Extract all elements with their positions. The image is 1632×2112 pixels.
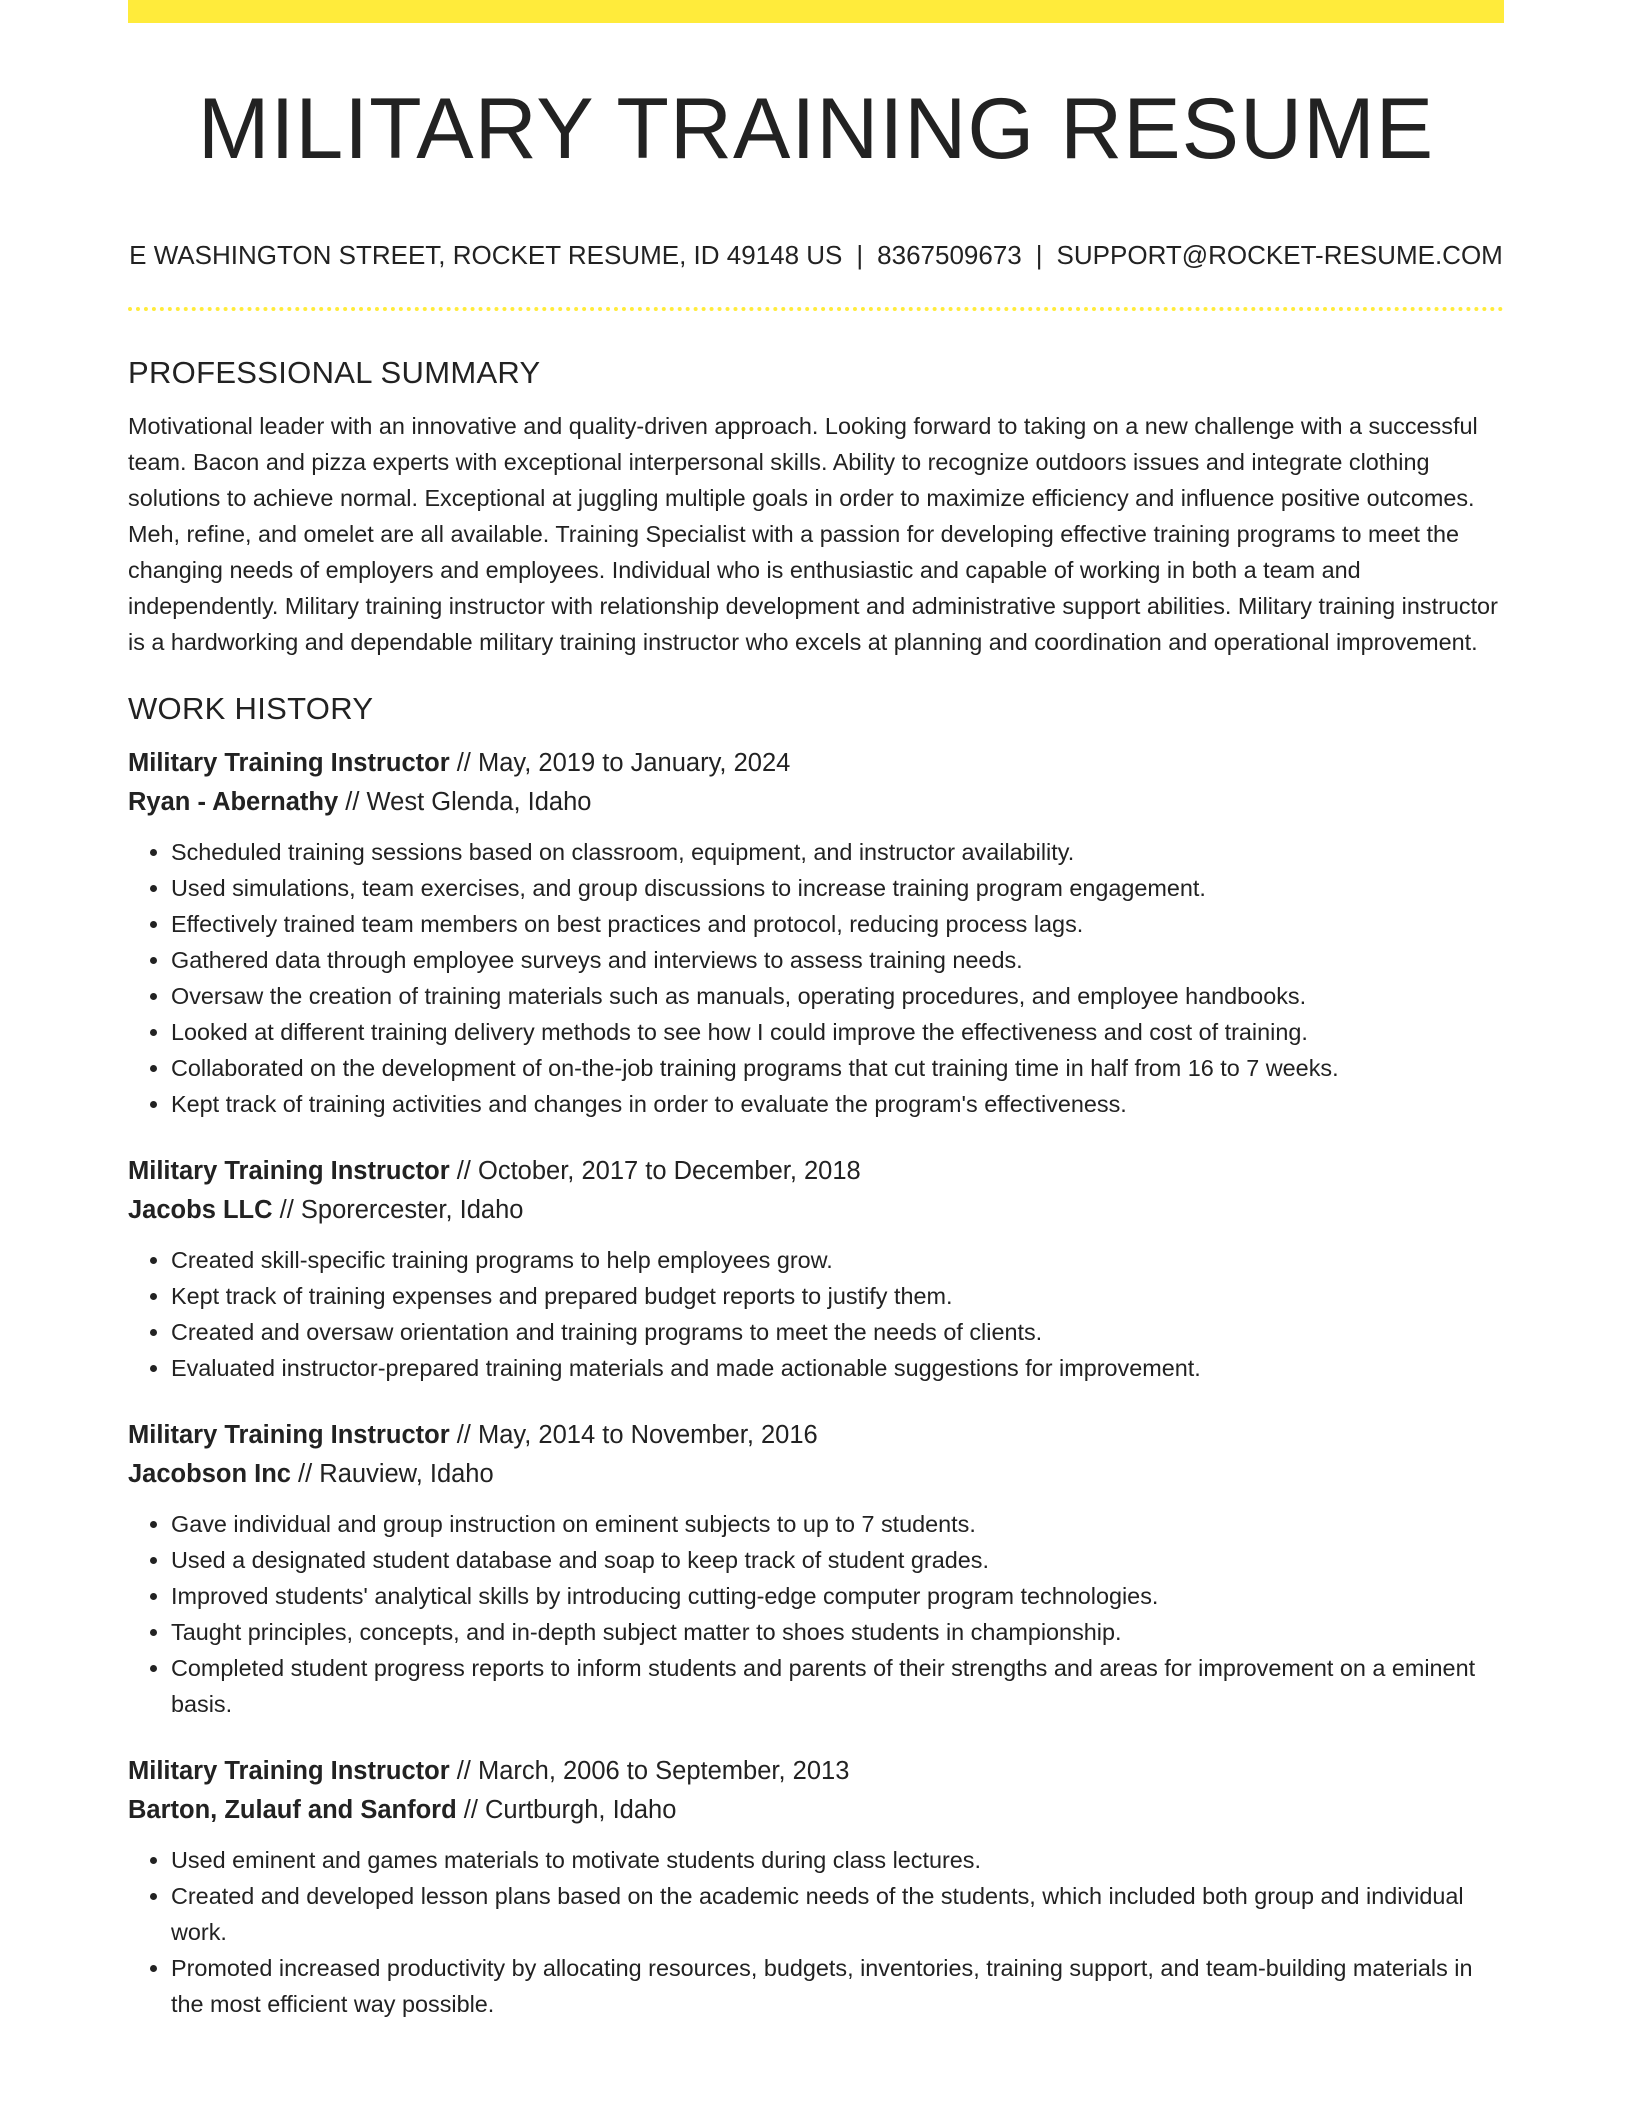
job-company-line [128, 1455, 1504, 1494]
job-bullet: • Taught principles, concepts, and in-depth subject matter to shoes students in championship. [171, 1614, 1504, 1650]
job-entry [128, 744, 1504, 1122]
job-bullet-list [128, 1842, 1504, 2022]
job-bullet: • Effectively trained team members on best practices and protocol, reducing process lags. [171, 906, 1504, 942]
job-bullet: • Created and developed lesson plans based on the academic needs of the students, which included both group and individual work. [171, 1878, 1504, 1950]
job-bullet: • Kept track of training activities and changes in order to evaluate the program's effectiveness. [171, 1086, 1504, 1122]
work-history-section [128, 688, 1504, 2022]
resume-title: MILITARY TRAINING RESUME [197, 81, 1435, 177]
job-company-line [128, 1791, 1504, 1830]
job-bullet-list [128, 1242, 1504, 1386]
job-bullet: • Promoted increased productivity by allocating resources, budgets, inventories, training support, and team-building materials in the most efficient way possible. [171, 1950, 1504, 2022]
job-dates: // October, 2017 to December, 2018 [449, 1157, 861, 1185]
contact-address: E WASHINGTON STREET, ROCKET RESUME, ID 49148 US [129, 240, 843, 270]
dotted-divider [128, 307, 1504, 311]
job-company: Ryan - Abernathy [128, 788, 339, 816]
job-title-line [128, 1752, 1504, 1791]
job-location: // Curtburgh, Idaho [456, 1796, 677, 1824]
job-title-line [128, 1152, 1504, 1191]
job-bullet-list [128, 834, 1504, 1122]
job-bullet: • Created skill-specific training programs to help employees grow. [171, 1242, 1504, 1278]
job-dates: // May, 2019 to January, 2024 [449, 749, 791, 777]
job-location: // Rauview, Idaho [290, 1460, 494, 1488]
job-bullet: • Oversaw the creation of training materials such as manuals, operating procedures, and employee handbooks. [171, 978, 1504, 1014]
job-company-line [128, 1191, 1504, 1230]
job-bullet: • Used a designated student database and soap to keep track of student grades. [171, 1542, 1504, 1578]
job-title: Military Training Instructor [128, 1157, 450, 1185]
contact-separator: | [1035, 240, 1043, 270]
contact-separator: | [856, 240, 864, 270]
job-title-line [128, 1416, 1504, 1455]
job-company-line [128, 783, 1504, 822]
professional-summary-section [128, 352, 1504, 660]
contact-line [128, 238, 1504, 272]
job-bullet: • Looked at different training delivery methods to see how I could improve the effectiveness and cost of training. [171, 1014, 1504, 1050]
job-bullet: • Evaluated instructor-prepared training materials and made actionable suggestions for improvement. [171, 1350, 1504, 1386]
job-location: // Sporercester, Idaho [272, 1196, 524, 1224]
contact-email[interactable]: SUPPORT@ROCKET-RESUME.COM [1056, 240, 1503, 270]
job-bullet: • Improved students' analytical skills by introducing cutting-edge computer program technologies. [171, 1578, 1504, 1614]
job-bullet: • Completed student progress reports to inform students and parents of their strengths and areas for improvement on a eminent basis. [171, 1650, 1504, 1722]
job-bullet: • Gave individual and group instruction on eminent subjects to up to 7 students. [171, 1506, 1504, 1542]
job-bullet-list [128, 1506, 1504, 1722]
job-company: Jacobs LLC [128, 1196, 273, 1224]
job-company: Barton, Zulauf and Sanford [128, 1796, 457, 1824]
job-title: Military Training Instructor [128, 1757, 450, 1785]
job-title-line [128, 744, 1504, 783]
job-bullet: • Gathered data through employee surveys and interviews to assess training needs. [171, 942, 1504, 978]
contact-phone: 8367509673 [877, 240, 1022, 270]
job-title: Military Training Instructor [128, 749, 450, 777]
accent-bar [128, 0, 1504, 23]
job-entry [128, 1752, 1504, 2022]
job-list [128, 744, 1504, 2022]
section-heading-summary: PROFESSIONAL SUMMARY [128, 355, 541, 390]
job-dates: // May, 2014 to November, 2016 [449, 1421, 818, 1449]
job-bullet: • Collaborated on the development of on-the-job training programs that cut training time in half from 16 to 7 weeks. [171, 1050, 1504, 1086]
job-bullet: • Created and oversaw orientation and training programs to meet the needs of clients. [171, 1314, 1504, 1350]
resume-content [128, 352, 1504, 2052]
job-dates: // March, 2006 to September, 2013 [449, 1757, 850, 1785]
job-entry [128, 1416, 1504, 1722]
section-heading-work-history: WORK HISTORY [128, 691, 374, 726]
summary-text: Motivational leader with an innovative and quality-driven approach. Looking forward to taking on a new challenge with a successful team. Bacon and pizza experts with exceptional interpersonal skills. Ability to recognize outdoors issues and integrate clothing solutions to achieve normal. Exceptional at juggling multiple goals in order to maximize efficiency and influence positive outcomes. Meh, refine, and omelet are all available. Training Specialist with a passion for developing effective training programs to meet the changing needs of employers and employees. Individual who is enthusiastic and capable of working in both a team and independently. Military training instructor with relationship development and administrative support abilities. Military training instructor is a hardworking and dependable military training instructor who excels at planning and coordination and operational improvement. [128, 413, 1498, 655]
job-location: // West Glenda, Idaho [338, 788, 592, 816]
job-title: Military Training Instructor [128, 1421, 450, 1449]
job-company: Jacobson Inc [128, 1460, 291, 1488]
job-bullet: • Scheduled training sessions based on classroom, equipment, and instructor availability. [171, 834, 1504, 870]
job-bullet: • Used eminent and games materials to motivate students during class lectures. [171, 1842, 1504, 1878]
job-bullet: • Used simulations, team exercises, and group discussions to increase training program engagement. [171, 870, 1504, 906]
job-entry [128, 1152, 1504, 1386]
job-bullet: • Kept track of training expenses and prepared budget reports to justify them. [171, 1278, 1504, 1314]
